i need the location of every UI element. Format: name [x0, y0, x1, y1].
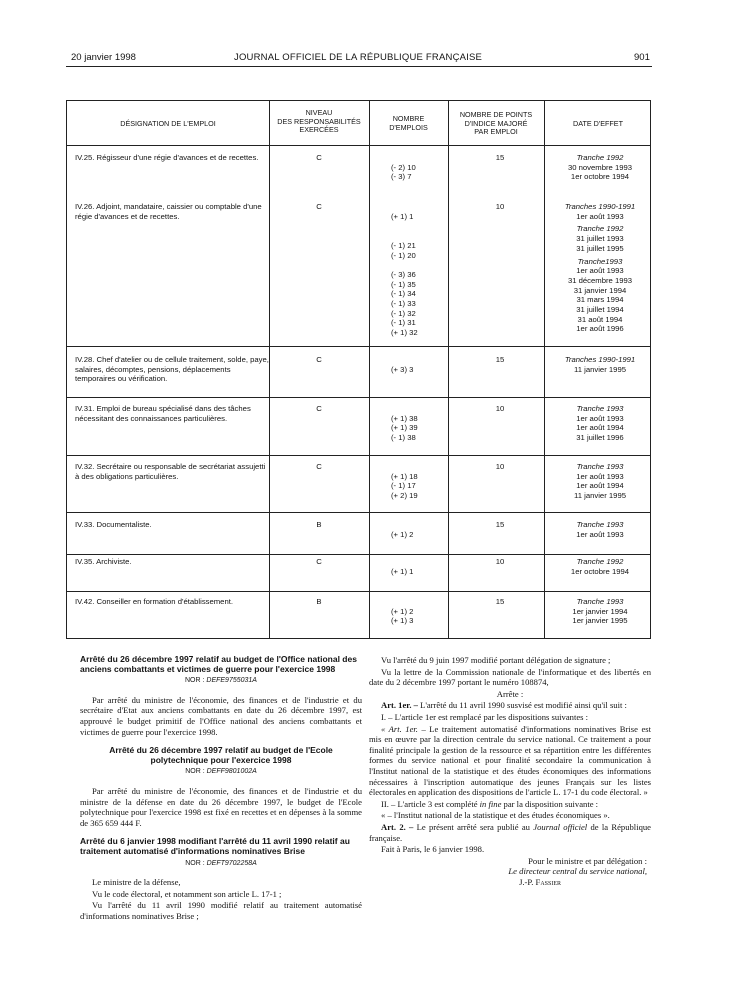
article-quote: « – l'Institut national de la statistique et des études économiques ». — [381, 810, 610, 821]
arrete-heading: Arrête : — [496, 688, 524, 699]
row-nombre: (+ 1) 2 (+ 1) 3 — [391, 606, 414, 626]
row-designation: IV.42. Conseiller en formation d'établissement. — [75, 597, 234, 606]
article-paragraph: I. – L'article 1er est remplacé par les dispositions suivantes : — [381, 711, 589, 722]
col-header-niveau: NIVEAU DES RESPONSABILITÉS EXERCÉES — [277, 108, 361, 135]
row-dates: Tranche 1993 1er août 1993 — [576, 520, 624, 539]
row-points: 10 — [495, 557, 505, 566]
row-dates: Tranche 1992 1er octobre 1994 — [570, 557, 630, 576]
row-designation: IV.26. Adjoint, mandataire, caissier ou comptable d'une régie d'avances et de recettes. — [75, 202, 262, 221]
row-dates: Tranche 1992 30 novembre 1993 1er octobre 1994 — [567, 153, 633, 182]
row-rule — [67, 512, 650, 513]
row-points: 10 — [495, 404, 505, 413]
signature-line: Le directeur central du service national, — [508, 866, 647, 877]
row-designation: IV.32. Secrétaire ou responsable de secrétariat assujetti à des obligations particulières. — [75, 462, 266, 481]
header-title: JOURNAL OFFICIEL DE LA RÉPUBLIQUE FRANÇAISE — [234, 52, 483, 63]
right-column — [369, 655, 651, 887]
article-paragraph: Vu la lettre de la Commission nationale de l'informatique et des libertés en date du 2 décembre 1997 portant le numéro 108874, — [369, 666, 651, 688]
column-divider — [448, 101, 449, 638]
row-designation: IV.28. Chef d'atelier ou de cellule traitement, solde, paye, salaires, décomptes, pensions, déplacements temporaires ou vérification. — [75, 355, 269, 384]
row-niveau: C — [316, 202, 322, 211]
row-rule — [67, 397, 650, 398]
row-niveau: C — [316, 462, 322, 471]
row-dates: Tranches 1990-1991 11 janvier 1995 — [564, 355, 636, 374]
article-title: Arrêté du 26 décembre 1997 relatif au budget de l'Ecole polytechnique pour l'exercice 1998 — [109, 745, 333, 765]
header-rule — [66, 66, 652, 67]
row-dates: Tranche 1993 1er janvier 1994 1er janvier 1995 — [572, 597, 628, 626]
row-nombre: (+ 1) 1 — [391, 566, 414, 576]
col-header-points: NOMBRE DE POINTS D'INDICE MAJORÉ PAR EMPLOI — [459, 110, 533, 137]
nor-reference: NOR : DEFF9801002A — [185, 768, 257, 776]
article-1: Art. 1er. – L'arrêté du 11 avril 1990 susvisé est modifié ainsi qu'il suit : — [381, 700, 627, 711]
row-designation: IV.33. Documentaliste. — [75, 520, 152, 529]
row-nombre: (+ 1) 38 (+ 1) 39 (- 1) 38 — [391, 413, 418, 443]
article-paragraph: Vu l'arrêté du 11 avril 1990 modifié relatif au traitement automatisé d'informations nominatives Brise ; — [80, 900, 362, 921]
column-divider — [269, 101, 270, 638]
signature-line: Pour le ministre et par délégation : — [528, 855, 647, 866]
row-nombre: (+ 1) 18 (- 1) 17 (+ 2) 19 — [391, 471, 418, 501]
left-column — [80, 655, 362, 922]
row-dates: Tranche 1993 1er août 1993 1er août 1994 31 juillet 1996 — [576, 404, 624, 443]
row-nombre: (+ 1) 2 — [391, 529, 414, 539]
row-niveau: B — [316, 597, 322, 606]
signing-place-date: Fait à Paris, le 6 janvier 1998. — [381, 844, 485, 855]
column-divider — [369, 101, 370, 638]
employment-table — [66, 100, 651, 639]
article-2: Art. 2. – Le présent arrêté sera publié au Journal officiel de la République française. — [369, 821, 651, 843]
row-designation: IV.25. Régisseur d'une régie d'avances et de recettes. — [75, 153, 259, 162]
row-nombre: (- 2) 10 (- 3) 7 — [391, 162, 416, 182]
row-points: 15 — [495, 153, 505, 162]
col-header-designation: DÉSIGNATION DE L'EMPLOI — [120, 119, 216, 128]
signature-name: J.-P. Fassier — [519, 876, 561, 887]
row-points: 10 — [495, 202, 505, 211]
row-points: 10 — [495, 462, 505, 471]
row-points: 15 — [495, 520, 505, 529]
row-nombre: (+ 1) 1 (- 1) 21 (- 1) 20 (- 3) 36 (- 1) 35 (- 1) 34 (- 1) 33 (- 1) 32 (- 1) 31 (+ 1) 32 — [391, 211, 418, 338]
row-nombre: (+ 3) 3 — [391, 364, 414, 374]
header-page-number: 901 — [634, 52, 650, 63]
row-rule — [67, 455, 650, 456]
article-quote: « Art. 1er. – Le traitement automatisé d'informations nominatives Brise est mis en œuvre par la direction centrale du service national. Ce traitement a pour finalité principale la gestion de la ressource et sa répartition entre les différentes formes du service national et pour finalité secondaire la communication à l'Institut national de la statistique et des études économiques des informations nécessaires à l'inscription automatique des jeunes Français sur les listes électorales en application des dispositions de l'article L. 17-1 du code électoral. » — [369, 723, 651, 798]
article-paragraph: Vu le code électoral, et notamment son article L. 17-1 ; — [92, 888, 282, 899]
article-paragraph: II. – L'article 3 est complété in fine par la disposition suivante : — [381, 798, 599, 809]
row-niveau: C — [316, 153, 322, 162]
row-rule — [67, 346, 650, 347]
row-dates: Tranches 1990-1991 1er août 1993 Tranche 1992 31 juillet 1993 31 juillet 1995 Tranche1993 1er août 1993 31 décembre 1993 31 janvier 1994 31 mars 1994 31 juillet 1994 31 août 1994 1er août 1996 — [564, 202, 636, 334]
article-body: Par arrêté du ministre de l'économie, des finances et de l'industrie et du secrétaire d'Etat aux anciens combattants en date du 26 décembre 1997, est approuvé le budget primitif de l'Office national des anciens combattants et victimes de guerre pour l'exercice 1998. — [80, 694, 362, 737]
table-header-rule — [67, 145, 650, 146]
article-paragraph: Vu l'arrêté du 9 juin 1997 modifié portant délégation de signature ; — [381, 655, 611, 665]
article-title: Arrêté du 6 janvier 1998 modifiant l'arrêté du 11 avril 1990 relatif au traitement automatisé d'informations nominatives Brise — [80, 836, 350, 856]
row-designation: IV.35. Archiviste. — [75, 557, 132, 566]
row-designation: IV.31. Emploi de bureau spécialisé dans des tâches nécessitant des connaissances particulières. — [75, 404, 251, 423]
article-paragraph: Le ministre de la défense, — [92, 877, 181, 888]
row-niveau: C — [316, 355, 322, 364]
nor-reference: NOR : DEFE9755031A — [185, 677, 257, 685]
col-header-date: DATE D'EFFET — [573, 119, 623, 128]
row-rule — [67, 554, 650, 555]
row-niveau: C — [316, 557, 322, 566]
row-points: 15 — [495, 355, 505, 364]
header-date: 20 janvier 1998 — [71, 52, 136, 63]
article-body: Par arrêté du ministre de l'économie, des finances et de l'industrie et du ministre de la défense en date du 26 décembre 1997, le budget de l'Ecole polytechnique pour l'exercice 1998 est fixé en recettes et en dépenses à la somme de 365 659 444 F. — [80, 785, 362, 828]
row-niveau: C — [316, 404, 322, 413]
nor-reference: NOR : DEFT9702258A — [185, 859, 257, 867]
row-niveau: B — [316, 520, 322, 529]
article-title: Arrêté du 26 décembre 1997 relatif au budget de l'Office national des anciens combattants et victimes de guerre pour l'exercice 1998 — [80, 654, 357, 674]
row-dates: Tranche 1993 1er août 1993 1er août 1994 11 janvier 1995 — [574, 462, 626, 501]
row-rule — [67, 591, 650, 592]
column-divider — [544, 101, 545, 638]
row-points: 15 — [495, 597, 505, 606]
col-header-nombre: NOMBRE D'EMPLOIS — [389, 114, 428, 132]
